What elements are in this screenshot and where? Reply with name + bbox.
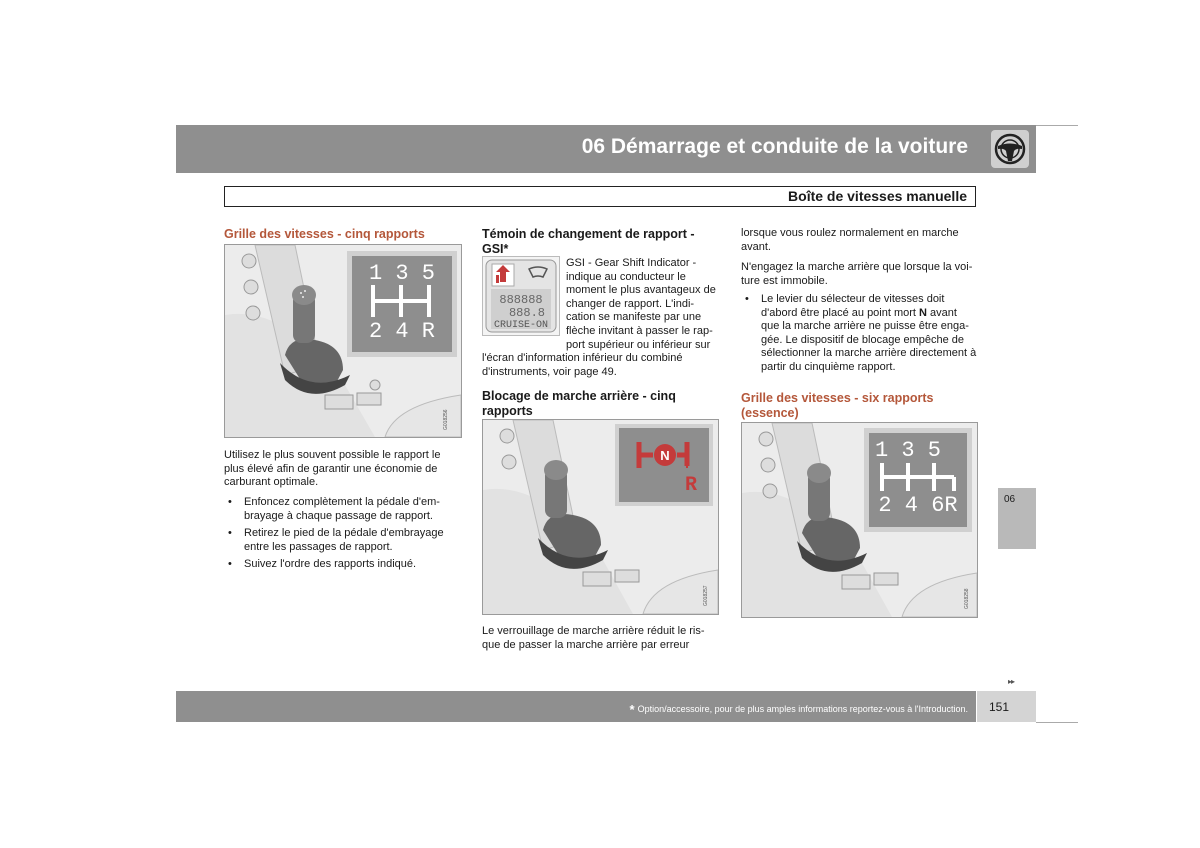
chapter-tab <box>998 488 1036 549</box>
figure-five-gear-console <box>224 244 462 438</box>
heading-five-gear-pattern: Grille des vitesses - cinq rapports <box>224 227 425 241</box>
reverse-paragraph-cont: lorsque vous roulez normalement en marche avant. <box>741 227 959 253</box>
gsi-description: GSI - Gear Shift Indicator - indique au conducteur le moment le plus avantageux de changer de rapport. L'indi-cation se manifeste par une flèche invitant à passer le rap-port supérieur ou inférieur sur <box>566 257 716 351</box>
fuel-economy-paragraph: Utilisez le plus souvent possible le rapport le plus élevé afin de garantir une économie de carburant optimale. <box>224 449 441 489</box>
header-rule <box>1036 125 1078 126</box>
reverse-bullet-list <box>741 293 977 379</box>
gsi-digits: 888888 <box>499 293 543 307</box>
page-number-box <box>977 691 1036 722</box>
shift-pattern-top: 1 3 5 <box>874 438 942 463</box>
figure-reverse-lock-console <box>482 419 719 615</box>
chapter-header <box>176 125 1036 173</box>
gsi-description-cont: l'écran d'information inférieur du combiné d'instruments, voir page 49. <box>482 352 683 378</box>
reverse-stationary-paragraph: N'engagez la marche arrière que lorsque la voi-ture est immobile. <box>741 261 973 287</box>
figure-code: G018257 <box>703 585 709 606</box>
heading-reverse-lock: Blocage de marche arrière - cinq rapports <box>482 389 676 418</box>
heading-six-gear-pattern: Grille des vitesses - six rapports (essence) <box>741 391 934 420</box>
section-title: Boîte de vitesses manuelle <box>788 188 967 204</box>
section-header <box>224 186 976 207</box>
neutral-label: N <box>660 448 670 463</box>
figure-six-gear-console <box>741 422 978 618</box>
chapter-title: 06 Démarrage et conduite de la voiture <box>581 135 968 158</box>
figure-gsi-display <box>482 256 560 336</box>
chapter-tab-label: 06 <box>1004 494 1016 505</box>
reverse-label: R <box>684 474 698 497</box>
heading-gsi: Témoin de changement de rapport - GSI* <box>482 227 695 256</box>
figure-code: G018256 <box>443 409 449 430</box>
gear-console-illustration <box>225 245 461 437</box>
list-item: • Le levier du sélecteur de vitesses doit d'abord être placé au point mort N avant que la marche arrière ne puisse être enga-gée. Le dispositif de blocage empêche de sélectionner la marche arrière directement à partir du cinquième rapport. <box>741 293 977 375</box>
footer-note: * Option/accessoire, pour de plus amples informations reportez-vous à l'Introduction. <box>629 702 968 717</box>
list-item: • Suivez l'ordre des rapports indiqué. <box>224 558 460 572</box>
shift-pattern-bottom: 2 4 6R <box>878 493 958 518</box>
page-number: 151 <box>989 700 1010 714</box>
shifting-bullet-list <box>224 496 460 576</box>
figure-code: G018258 <box>964 588 970 609</box>
list-item: • Enfoncez complètement la pédale d'em-brayage à chaque passage de rapport. <box>224 496 460 523</box>
footer-rule <box>1036 722 1078 723</box>
cruise-indicator: CRUISE-ON <box>493 320 549 331</box>
list-item: • Retirez le pied de la pédale d'embrayage entre les passages de rapport. <box>224 527 460 554</box>
shift-pattern-bottom: 2 4 R <box>368 319 436 344</box>
footer-band <box>176 691 976 722</box>
continue-arrows-icon: ▸▸ <box>1008 677 1015 686</box>
reverse-lock-paragraph: Le verrouillage de marche arrière réduit le ris-que de passer la marche arrière par erreur <box>482 625 705 651</box>
steering-wheel-icon <box>990 129 1030 169</box>
shift-pattern-top: 1 3 5 <box>368 261 436 286</box>
gsi-digits-small: 888.8 <box>508 306 546 320</box>
